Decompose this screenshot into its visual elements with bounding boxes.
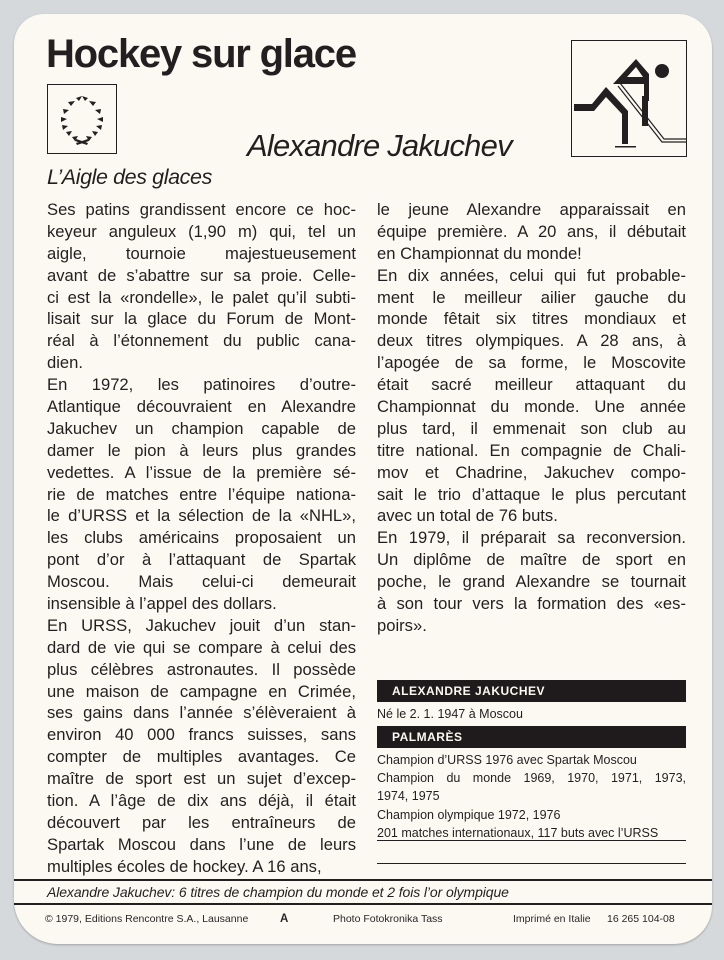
text-line: Un diplôme de maître de sport en [377, 550, 686, 570]
text-line: vedettes. A l’issue de la première sé- [47, 462, 356, 482]
text-line: Moscou. Mais celui-ci demeurait [47, 572, 356, 592]
text-line: équipe première. A 20 ans, il débutait [377, 221, 686, 241]
text-line: à son tour vers la formation des «es- [377, 594, 686, 614]
palmares-item: Champion olympique 1972, 1976 [377, 807, 561, 822]
ice-hockey-player-icon [571, 40, 687, 157]
text-line: les clubs américains proposaient un [47, 528, 356, 548]
text-line: une maison de campagne en Crimée, [47, 681, 356, 701]
text-line: En 1972, les patinoires d’outre- [47, 375, 356, 395]
hockey-pictogram-svg [572, 41, 686, 156]
text-line: En dix années, celui qui fut probable- [377, 265, 686, 285]
text-line: avant de s’abattre sur sa proie. Celle- [47, 265, 356, 285]
footer-card-code: 16 265 104-08 [607, 913, 675, 925]
footer-series-letter: A [280, 913, 289, 925]
text-line: en Championnat du monde! [377, 243, 582, 263]
text-line: maître de sport est un sujet d’excep- [47, 769, 356, 789]
text-line: le d’URSS et la sélection de la «NHL», [47, 506, 356, 526]
text-line: compter de multiples avantages. Ce [47, 747, 356, 767]
text-line: Jakuchev un champion capable de [47, 418, 356, 438]
palmares-item: Champion du monde 1969, 1970, 1971, 1973, [377, 771, 686, 786]
text-line: dien. [47, 353, 83, 373]
photo-caption: Alexandre Jakuchev: 6 titres de champion du monde et 2 fois l’or olympique [47, 884, 509, 900]
text-line: avec un total de 76 buts. [377, 506, 558, 526]
text-line: rie de matches entre l’équipe nationa- [47, 484, 356, 504]
text-line: ses gains dans l’année s’élèveraient à [47, 703, 356, 723]
text-line: Ses patins grandissent encore ce hoc- [47, 200, 356, 219]
sport-title: Hockey sur glace [46, 32, 356, 76]
text-line: poirs». [377, 615, 427, 635]
text-line: Atlantique découvraient en Alexandre [47, 397, 356, 417]
text-line: Spartak Moscou dans l’une de leurs [47, 834, 356, 854]
text-line: ment le meilleur ailier gauche du [377, 287, 686, 307]
text-line: deux titres olympiques. A 28 ans, à [377, 331, 686, 351]
text-line: l’apogée de sa forme, le Moscovite [377, 353, 686, 373]
text-line: réal à l’étonnement du public cana- [47, 331, 356, 351]
athlete-nickname: L’Aigle des glaces [47, 165, 212, 189]
text-line: Championnat du monde. Une année [377, 397, 686, 417]
athlete-name: Alexandre Jakuchev [247, 128, 512, 163]
text-line: lisait sur la glace du Forum de Mont- [47, 309, 356, 329]
text-line: le jeune Alexandre apparaissait en [377, 200, 686, 219]
biography-right-column [377, 199, 686, 637]
palmares-header-bar: PALMARÈS [377, 726, 686, 748]
text-line: titre national. En compagnie de Chali- [377, 440, 686, 460]
facts-header-bar: ALEXANDRE JAKUCHEV [377, 680, 686, 702]
text-line: damer le pion à leurs plus grandes [47, 440, 356, 460]
palmares-rule-blank [377, 863, 686, 864]
text-line: poche, le grand Alexandre se tournait [377, 572, 686, 592]
text-line: découvert par les entraîneurs de [47, 812, 356, 832]
text-line: tion. A l’âge de dix ans déjà, il était [47, 791, 356, 811]
palmares-item: 201 matches internationaux, 117 buts avec l’URSS [377, 825, 659, 840]
birth-info: Né le 2. 1. 1947 à Moscou [377, 707, 523, 721]
text-line: pont d’or à l’attaquant de Spartak [47, 550, 356, 570]
text-line: insensible à l’appel des dollars. [47, 594, 277, 614]
palmares-item: Champion d’URSS 1976 avec Spartak Moscou [377, 753, 637, 767]
text-line: plus tard, il emmenait son club au [377, 418, 686, 438]
palmares-item: 1974, 1975 [377, 789, 440, 804]
text-line: keyeur anguleux (1,90 m) qui, tel un [47, 221, 356, 241]
footer-copyright: © 1979, Editions Rencontre S.A., Lausanne [45, 913, 249, 925]
text-line: plus célèbres astronautes. Il possède [47, 659, 356, 679]
text-line: environ 40 000 francs suisses, sans [47, 725, 356, 745]
palmares-rule [377, 840, 686, 841]
biography-left-column [47, 199, 356, 878]
text-line: En 1979, il préparait sa reconversion. [377, 528, 686, 548]
footer-photo-credit: Photo Fotokronika Tass [333, 913, 443, 925]
text-line: était sacré meilleur attaquant du [377, 375, 686, 395]
laurel-wreath-icon [47, 84, 117, 154]
text-line: ci est la «rondelle», le palet qu’il subti- [47, 287, 356, 307]
caption-rule-bottom [14, 903, 712, 905]
text-line: dard de vie qui se compare à celui des [47, 637, 356, 657]
text-line: multiples écoles de hockey. A 16 ans, [47, 856, 322, 876]
text-line: sait le trio d’attaque le plus percutant [377, 484, 686, 504]
text-line: monde fêtait six titres mondiaux et [377, 309, 686, 329]
caption-rule-top [14, 879, 712, 881]
text-line: En URSS, Jakuchev jouit d’un stan- [47, 615, 356, 635]
laurel-wreath-svg [54, 91, 110, 147]
footer-printed-in: Imprimé en Italie [513, 913, 591, 925]
palmares-list [377, 751, 686, 842]
text-line: mov et Chadrine, Jakuchev compo- [377, 462, 686, 482]
text-line: aigle, tournoie majestueusement [47, 243, 356, 263]
